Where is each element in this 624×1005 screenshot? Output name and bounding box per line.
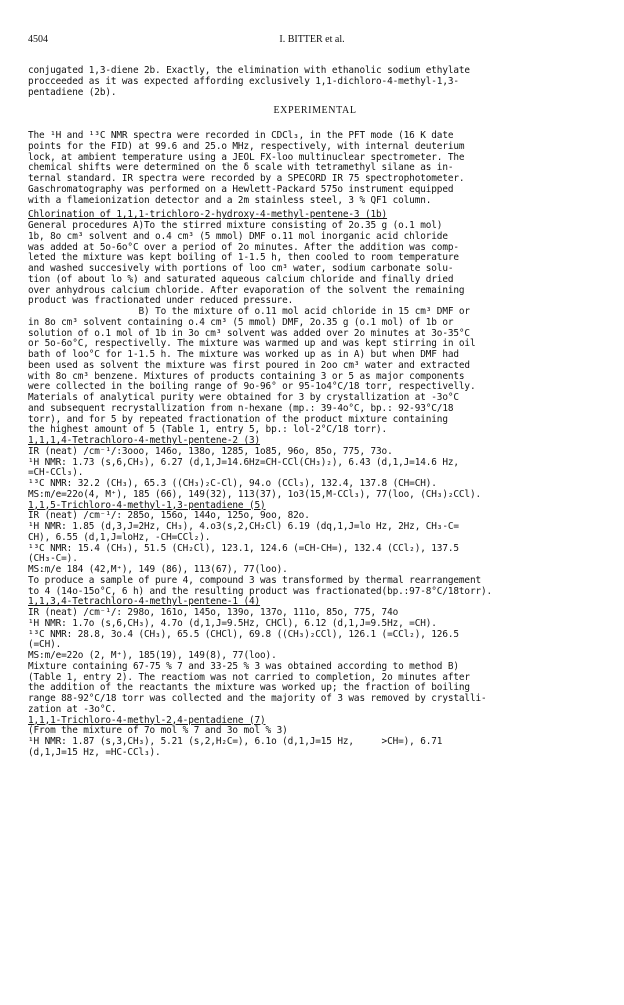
compound-text: General procedures A)To the stirred mixture consisting of 2o.35 g (o.1 mol) 1b, 8o cm³ solvent and o.4 cm³ (5 mmol) DMF o.11 mol inorganic acid chloride was added at 5o-6o°C over a period of 2o minutes. After the addition was comp- leted the mixture was kept boiling of 1-1.5 h, then cooled to room temperature and washed succesively with portions of loo cm³ water, sodium carbonate solu- tion (of about lo %) and saturated aqueous calcium chloride and finally dried over anhydrous calcium chloride. After evaporation of the solvent the remaining product was fractionated under reduced pressure. B) To the mixture of o.11 mol acid chloride in 15 cm³ DMF or in 8o cm³ solvent containing o.4 cm³ (5 mmol) DMF, 2o.35 g (o.1 mol) of 1b or solution of o.1 mol of 1b in 3o cm³ solvent was added over 2o minutes at 3o-35°C or 5o-6o°C, respectivelly. The mixture was warmed up and was kept stirring in oil bath of loo°C for 1-1.5 h. The mixture was worked up as in A) but when DMF had been used as solvent the mixture was first poured in 2oo cm³ water and extracted with 8o cm³ benzene. Mixtures of products containing 3 or 5 as major components were collected in the boiling range of 9o-96° or 95-1o4°C/18 torr, respectivelly. Materials of analytical purity were obtained for 3 by crystallization at -3o°C and subsequent recrystallization from n-hexane (mp.: 39-4o°C, bp.: 92-93°C/18 torr), and for 5 by repeated fractionation of the product mixture containing the highest amount of 5 (Table 1, entry 5, bp.: lol-2°C/18 torr). (28, 220, 476, 436)
general-methods-paragraph: The ¹H and ¹³C NMR spectra were recorded in CDCl₃, in the PFT mode (16 K date points for the FID) at 99.6 and 25.o MHz, respectively, with internal deuterium lock, at ambient temperature using a JEOL FX-loo multinuclear spectrometer. The chemical shifts were determined on the δ scale with tetramethyl silane as in- ternal standard. IR spectra were recorded by a SPECORD IR 75 spectrophotometer. Gaschromatography was performed on a Hewlett-Packard 575o instrument equipped with a flameionization detector and a 2m stainless steel, 3 % QF1 column. (28, 130, 465, 206)
compound-heading: 1,1,3,4-Tetrachloro-4-methyl-pentene-1 (4) (28, 596, 261, 608)
section-title: EXPERIMENTAL (273, 105, 357, 117)
intro-paragraph: conjugated 1,3-diene 2b. Exactly, the elimination with ethanolic sodium ethylate procceeded as it was expected affording exclusively 1,1-dichloro-4-methyl-1,3- pentadiene (2b). (28, 65, 470, 98)
compound-text: IR (neat) /cm⁻¹/:3ooo, 146o, 138o, 1285, 1o85, 96o, 85o, 775, 73o. ¹H NMR: 1.73 (s,6,CH₃), 6.27 (d,1,J=14.6Hz=CH-CCl(CH₃)₂), 6.43 (d,1,J=14.6 Hz, =CH-CCl₃). ¹³C NMR: 32.2 (CH₃), 65.3 ((CH₃)₂C-Cl), 94.o (CCl₃), 132.4, 137.8 (CH=CH). MS:m/e=22o(4, M⁺), 185 (66), 149(32), 113(37), 1o3(15,M-CCl₃), 77(loo, (CH₃)₂CCl). (28, 445, 481, 500)
compound-block (28, 501, 602, 598)
compound-heading: 1,1,1-Trichloro-4-methyl-2,4-pentadiene (7) (28, 714, 266, 726)
compound-heading: Chlorination of 1,1,1-trichloro-2-hydroxy-4-methyl-pentene-3 (1b) (28, 209, 388, 221)
page-header (28, 34, 596, 48)
compound-block (28, 716, 602, 759)
running-head: I. BITTER et al. (279, 34, 345, 45)
compound-block (28, 210, 602, 436)
compound-text: IR (neat) /cm⁻¹/: 285o, 156o, 144o, 125o, 9oo, 82o. ¹H NMR: 1.85 (d,3,J=2Hz, CH₃), 4.o3(s,2,CH₂Cl) 6.19 (dq,1,J=lo Hz, 2Hz, CH₃-C= CH), 6.55 (d,1,J=loHz, -CH=CCl₂). ¹³C NMR: 15.4 (CH₃), 51.5 (CH₂Cl), 123.1, 124.6 (=CH-CH=), 132.4 (CCl₂), 137.5 (CH₃-C=). MS:m/e 184 (42,M⁺), 149 (86), 113(67), 77(loo). To produce a sample of pure 4, compound 3 was transformed by thermal rearrangement to 4 (14o-15o°C, 6 h) and the resulting product was fractionated(bp.:97-8°C/18torr). (28, 510, 493, 597)
compound-block (28, 436, 602, 501)
compound-text: (From the mixture of 7o mol % 7 and 3o mol % 3) ¹H NMR: 1.87 (s,3,CH₃), 5.21 (s,2,H₂C=), 6.1o (d,1,J=15 Hz, >CH=), 6.71 (d,1,J=15 Hz, =HC-CCl₃). (28, 725, 443, 758)
article-body (28, 66, 602, 759)
compound-text: IR (neat) /cm⁻¹/: 298o, 161o, 145o, 139o, 137o, 111o, 85o, 775, 74o ¹H NMR: 1.7o (s,6,CH₃), 4.7o (d,1,J=9.5Hz, CHCl), 6.12 (d,1,J=9.5Hz, =CH). ¹³C NMR: 28.8, 3o.4 (CH₃), 65.5 (CHCl), 69.8 ((CH₃)₂CCl), 126.1 (=CCl₂), 126.5 (=CH). MS:m/e=22o (2, M⁺), 185(19), 149(8), 77(loo). Mixture containing 67-75 % 7 and 33-25 % 3 was obtained according to method B) (Table 1, entry 2). The reactiom was not carried to completion, 2o minutes after the addition of the reactants the mixture was worked up; the fraction of boiling range 88-92°C/18 torr was collected and the majority of 3 was removed by crystalli- zation at -3o°C. (28, 607, 487, 715)
compound-block (28, 597, 602, 715)
compound-heading: 1,1,5-Trichloro-4-methyl-1,3-pentadiene (5) (28, 499, 266, 511)
page-number: 4504 (28, 34, 48, 45)
compound-heading: 1,1,1,4-Tetrachloro-4-methyl-pentene-2 (3) (28, 435, 261, 446)
